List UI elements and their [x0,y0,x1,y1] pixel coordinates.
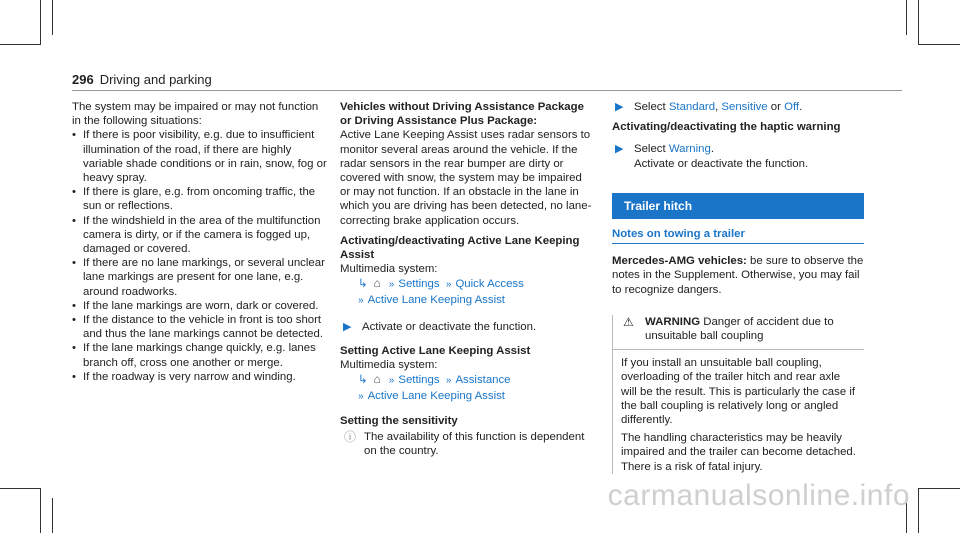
step-text: or [767,101,785,113]
haptic-heading: Activating/deactivating the haptic warning [612,121,841,134]
crop-mark [0,488,40,489]
menu-assistance[interactable]: Assistance [455,374,511,387]
warning-header [613,315,864,350]
warning-paragraph: If you install an unsuitable ball coupling, overloading of the trailer hitch and rear axle will be the result. This is particularly the case if the ball coupling is relatively long or angled differently. [621,357,856,427]
list-item: • If the lane markings change quickly, e.g. lanes branch off, cross one another or merge. [72,341,327,369]
radar-paragraph: Active Lane Keeping Assist uses radar sensors to monitor several areas around the vehicle. If the radar sensors in the rear bumper are dirty or covered with snow, the system may be impaired or may not function. If an obstacle in the lane in which you are driving has been detected, no lane-correcting brake application occurs. [340,129,592,227]
crop-mark [52,0,53,35]
crop-mark [918,488,919,533]
list-item: • If there are no lane markings, or several unclear lane markings are present for one lane, e.g. around roadworks. [72,256,327,299]
option-sensitive[interactable]: Sensitive [721,101,768,113]
crop-mark [40,0,41,45]
step-arrow-icon: ▶ [615,101,624,113]
section-title: Trailer hitch [612,193,864,219]
crop-mark [52,498,53,533]
column-right [612,100,864,474]
menu-path [340,276,595,292]
step-text: , [715,101,722,113]
list-item: • If the windshield in the area of the multifunction camera is dirty, or if the camera is fogged up, damaged or covered. [72,214,327,257]
crop-mark [918,488,960,489]
double-chevron-icon: » [445,375,452,387]
vehicles-heading: Vehicles without Driving Assistance Package or Driving Assistance Plus Package: [340,101,584,128]
instruction-step [612,100,864,114]
crop-mark [0,44,40,45]
crop-mark [918,0,919,45]
menu-quick-access[interactable]: Quick Access [455,278,524,291]
amg-text: be sure to observe the notes in the Supplement. Otherwise, you may fail to recognize dangers. [612,255,864,296]
watermark: carmanualsonline.info [607,479,910,512]
amg-paragraph [612,254,864,297]
instruction-step [340,320,595,334]
page-title: Driving and parking [99,72,212,87]
option-off[interactable]: Off [784,101,800,113]
step-text: Select [634,143,669,156]
column-left [72,100,327,384]
menu-lane-keeping[interactable]: Active Lane Keeping Assist [367,389,505,402]
step-arrow-icon: ▶ [615,143,624,156]
amg-label: Mercedes-AMG vehicles: [612,255,747,268]
double-chevron-icon: » [388,279,395,291]
arrow-hook-icon: ↳ [358,374,368,387]
crop-mark [906,0,907,35]
option-standard[interactable]: Standard [668,101,716,113]
intro-text: The system may be impaired or may not function in the following situations: [72,101,319,128]
setting-heading: Setting Active Lane Keeping Assist [340,345,531,358]
menu-path [340,389,595,404]
instruction-step [612,142,864,170]
step-text: Activate or deactivate the function. [634,157,809,170]
info-icon: ⓘ [344,430,357,445]
menu-settings[interactable]: Settings [398,374,440,387]
step-arrow-icon: ▶ [343,320,352,333]
page-number: 296 [72,72,94,87]
double-chevron-icon: » [445,279,452,291]
list-item: • If the lane markings are worn, dark or covered. [72,299,327,313]
double-chevron-icon: » [358,390,364,402]
menu-settings[interactable]: Settings [398,278,440,291]
header-divider [72,90,902,91]
crop-mark [40,488,41,533]
list-item: • If there is poor visibility, e.g. due to insufficient illumination of the road, if there are highly variable shade conditions or in rain, snow, fog or heavy spray. [72,128,327,185]
multimedia-label: Multimedia system: [340,263,438,276]
list-item: • If there is glare, e.g. from oncoming traffic, the sun or reflections. [72,185,327,213]
double-chevron-icon: » [388,375,395,387]
sensitivity-heading: Setting the sensitivity [340,414,458,427]
menu-path [340,293,595,308]
warning-paragraph: The handling characteristics may be heavily impaired and the trailer can become detached. There is a risk of fatal injury. [621,432,856,473]
note-text: The availability of this function is dependent on the country. [364,431,585,458]
warning-label: WARNING [645,315,701,328]
column-middle [340,100,595,458]
activate-heading: Activating/deactivating Active Lane Keeping Assist [340,234,580,262]
list-item: • If the roadway is very narrow and winding. [72,370,327,384]
home-icon[interactable]: ⌂ [373,372,381,387]
menu-lane-keeping[interactable]: Active Lane Keeping Assist [367,293,505,306]
step-text: Select [634,101,669,113]
list-item: • If the distance to the vehicle in front is too short and thus the lane markings cannot be detected. [72,313,327,341]
warning-box [612,315,864,474]
situation-list [72,128,327,384]
home-icon[interactable]: ⌂ [373,276,381,291]
arrow-hook-icon: ↳ [358,278,368,291]
step-text: . [710,143,714,156]
menu-path [340,372,595,388]
page-header [72,72,212,87]
warning-body [613,350,864,474]
note [340,430,595,458]
crop-mark [918,44,960,45]
double-chevron-icon: » [358,294,364,306]
warning-triangle-icon: ⚠ [623,314,634,329]
warning-title: Danger of accident due to unsuitable ball coupling [645,315,834,343]
step-text: Activate or deactivate the function. [362,320,537,333]
subsection-title: Notes on towing a trailer [612,227,864,244]
option-warning[interactable]: Warning [668,143,711,156]
multimedia-label: Multimedia system: [340,359,438,372]
step-text: . [799,101,803,113]
